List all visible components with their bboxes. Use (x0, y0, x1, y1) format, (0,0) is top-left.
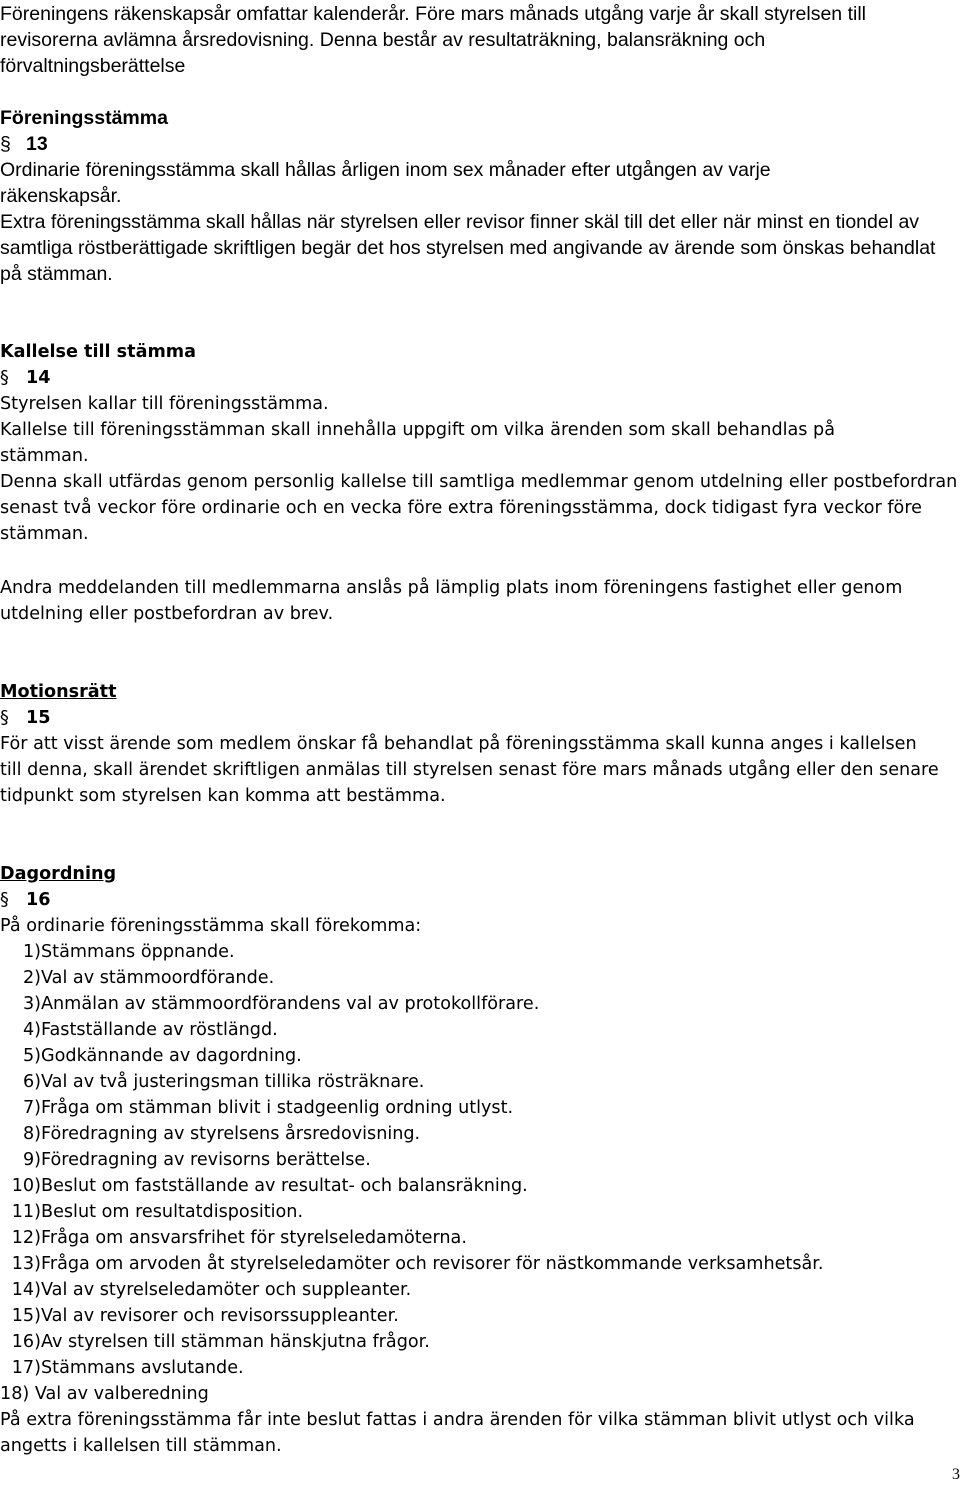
agenda-item-text: Godkännande av dagordning. (41, 1046, 302, 1066)
body-paragraph: Styrelsen kallar till föreningsstämma. (0, 394, 329, 414)
body-paragraph: Denna skall utfärdas genom personlig kallelse till samtliga medlemmar genom utdelning eller postbefordran senast två veckor före ordinarie och en vecka före extra föreningsstämma, dock tidigast fyra veckor före stämman. (0, 472, 958, 544)
agenda-item-number: 5) (22, 1046, 41, 1066)
body-paragraph: Ordinarie föreningsstämma skall hållas årligen inom sex månader efter utgången av varje räkenskapsår. (0, 159, 771, 207)
agenda-item-number: 9) (22, 1150, 41, 1170)
section-14 (0, 339, 958, 547)
section-13 (0, 105, 958, 287)
agenda-item-number: 12) (11, 1228, 41, 1248)
agenda-item-number: 14) (11, 1280, 41, 1300)
agenda-item (0, 1095, 958, 1121)
agenda-item-text: Anmälan av stämmoordförandens val av protokollförare. (41, 994, 540, 1014)
agenda-item (0, 1121, 958, 1147)
agenda-intro: På ordinarie föreningsstämma skall förekomma: (0, 916, 422, 936)
agenda-item (0, 1043, 958, 1069)
agenda-item-number: 18) (0, 1384, 30, 1404)
agenda-item-text: Fråga om stämman blivit i stadgeenlig ordning utlyst. (41, 1098, 514, 1118)
agenda-item-text: Föredragning av styrelsens årsredovisning. (41, 1124, 421, 1144)
agenda-item (0, 1173, 958, 1199)
paragraph-number-value: 13 (26, 133, 48, 155)
agenda-item-text: Val av revisorer och revisorssuppleanter. (41, 1306, 399, 1326)
agenda-item-text: Fråga om ansvarsfrihet för styrelseledamöterna. (41, 1228, 467, 1248)
agenda-item-text: Stämmans avslutande. (41, 1358, 244, 1378)
agenda-item-number: 6) (22, 1072, 41, 1092)
paragraph-number (0, 887, 958, 913)
agenda-item (0, 939, 958, 965)
agenda-item (0, 1381, 958, 1407)
section-15 (0, 679, 958, 809)
agenda-item-text: Fastställande av röstlängd. (41, 1020, 278, 1040)
paragraph-number (0, 131, 958, 157)
paragraph-number-value: 15 (26, 708, 51, 728)
section-sign-icon: § (0, 708, 9, 728)
agenda-item-number: 3) (22, 994, 41, 1014)
text-line: förvaltningsberättelse (0, 55, 186, 77)
agenda-item-text: Beslut om fastställande av resultat- och balansräkning. (41, 1176, 528, 1196)
text-line: revisorerna avlämna årsredovisning. Denna består av resultaträkning, balansräkning och (0, 29, 766, 51)
agenda-item-text: Föredragning av revisorns berättelse. (41, 1150, 371, 1170)
agenda-item-number: 13) (11, 1254, 41, 1274)
section-12-tail (0, 1, 958, 79)
agenda-item (0, 965, 958, 991)
body-paragraph: På extra föreningsstämma får inte beslut fattas i andra ärenden för vilka stämman blivit utlyst och vilka angetts i kallelsen till stämman. (0, 1410, 915, 1456)
agenda-item (0, 1303, 958, 1329)
section-sign-icon: § (0, 368, 9, 388)
agenda-item-number: 7) (22, 1098, 41, 1118)
agenda-item-text: Stämmans öppnande. (41, 942, 235, 962)
agenda-item-number: 4) (22, 1020, 41, 1040)
page-number: 3 (952, 1466, 960, 1483)
agenda-item (0, 1355, 958, 1381)
agenda-item-number: 16) (11, 1332, 41, 1352)
agenda-item-number: 10) (11, 1176, 41, 1196)
agenda-item-text: Fråga om arvoden åt styrelseledamöter och revisorer för nästkommande verksamhetsår. (41, 1254, 824, 1274)
paragraph-number-value: 14 (26, 368, 51, 388)
agenda-item (0, 1225, 958, 1251)
section-14-notice (0, 575, 920, 627)
agenda-item (0, 1147, 958, 1173)
agenda-item (0, 1199, 958, 1225)
agenda-item-number: 15) (11, 1306, 41, 1326)
agenda-item-number: 1) (22, 942, 41, 962)
section-heading: Kallelse till stämma (0, 342, 196, 362)
agenda-item (0, 1069, 958, 1095)
agenda-item-text: Val av styrelseledamöter och suppleanter. (41, 1280, 412, 1300)
agenda-item (0, 991, 958, 1017)
body-paragraph: För att visst ärende som medlem önskar få behandlat på föreningsstämma skall kunna anges i kallelsen till denna, skall ärendet skriftligen anmälas till styrelsen senast före mars månads utgång eller den senare tidpunkt som styrelsen kan komma att bestämma. (0, 734, 939, 806)
paragraph-number (0, 365, 958, 391)
agenda-item (0, 1251, 958, 1277)
section-sign-icon: § (0, 890, 9, 910)
agenda-item (0, 1329, 958, 1355)
section-heading: Motionsrätt (0, 682, 117, 702)
section-16 (0, 861, 958, 1459)
agenda-item-text: Beslut om resultatdisposition. (41, 1202, 304, 1222)
body-paragraph: Andra meddelanden till medlemmarna anslås på lämplig plats inom föreningens fastighet eller genom utdelning eller postbefordran av brev. (0, 578, 903, 624)
agenda-item (0, 1017, 958, 1043)
section-heading: Föreningsstämma (0, 107, 168, 129)
section-heading: Dagordning (0, 864, 117, 884)
body-paragraph: Extra föreningsstämma skall hållas när styrelsen eller revisor finner skäl till det eller när minst en tiondel av samtliga röstberättigade skriftligen begär det hos styrelsen med angivande av ärende som önskas behandlat på stämman. (0, 211, 936, 285)
agenda-item (0, 1277, 958, 1303)
agenda-item-number: 2) (22, 968, 41, 988)
agenda-item-text: Val av två justeringsman tillika rösträknare. (41, 1072, 425, 1092)
text-line: Föreningens räkenskapsår omfattar kalenderår. Före mars månads utgång varje år skall styrelsen till (0, 3, 866, 25)
agenda-item-text: Val av valberedning (34, 1384, 209, 1404)
agenda-item-number: 8) (22, 1124, 41, 1144)
agenda-item-number: 11) (11, 1202, 41, 1222)
agenda-item-text: Av styrelsen till stämman hänskjutna frågor. (41, 1332, 430, 1352)
agenda-list (0, 939, 958, 1407)
section-sign-icon: § (0, 133, 11, 155)
paragraph-number (0, 705, 958, 731)
agenda-item-text: Val av stämmoordförande. (41, 968, 275, 988)
paragraph-number-value: 16 (26, 890, 51, 910)
agenda-item-number: 17) (11, 1358, 41, 1378)
body-paragraph: Kallelse till föreningsstämman skall innehålla uppgift om vilka ärenden som skall behandlas på stämman. (0, 420, 835, 466)
